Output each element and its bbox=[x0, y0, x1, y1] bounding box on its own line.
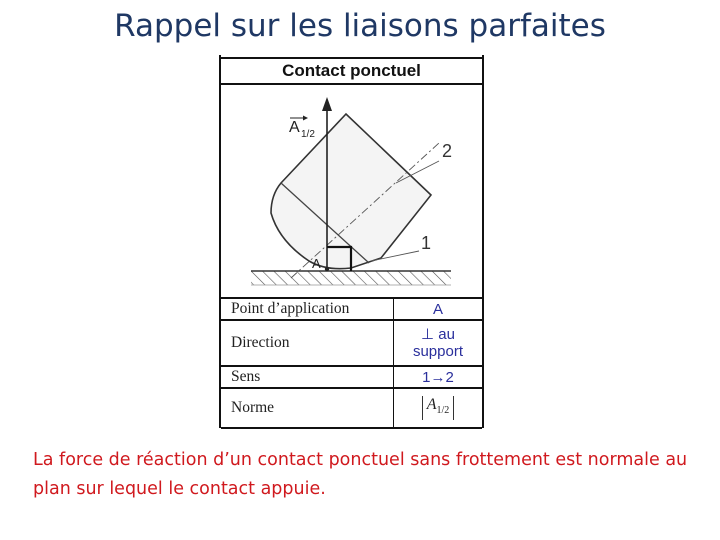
table-row bbox=[221, 388, 482, 428]
contact-card bbox=[219, 55, 484, 428]
row-value-sens: 1→2 bbox=[394, 366, 483, 388]
norm-main: A bbox=[426, 396, 437, 414]
row-label-norme: Norme bbox=[221, 388, 394, 428]
row-value-point: A bbox=[394, 298, 483, 320]
direction-line-1: ⊥ au bbox=[421, 326, 455, 343]
table-row bbox=[221, 366, 482, 388]
table-row bbox=[221, 298, 482, 320]
ground-hatch bbox=[251, 271, 451, 285]
properties-table bbox=[221, 297, 482, 429]
card-header: Contact ponctuel bbox=[221, 57, 482, 85]
slide-title: Rappel sur les liaisons parfaites bbox=[114, 8, 606, 44]
contact-diagram bbox=[221, 83, 482, 297]
force-label-subscript: 1/2 bbox=[301, 129, 315, 140]
row-label-point: Point d’application bbox=[221, 298, 394, 320]
point-label: A bbox=[312, 256, 321, 271]
part-1-label: 1 bbox=[421, 233, 432, 253]
row-value-norme bbox=[394, 388, 483, 428]
contact-point bbox=[325, 267, 329, 271]
table-row bbox=[221, 320, 482, 366]
conclusion-text: La force de réaction d’un contact ponctuel sans frottement est normale au plan sur lequel le contact appuie. bbox=[33, 450, 688, 499]
row-value-direction bbox=[394, 320, 483, 366]
force-arrowhead bbox=[322, 97, 332, 111]
force-label: A bbox=[289, 119, 300, 136]
row-label-sens: Sens bbox=[221, 366, 394, 388]
direction-line-2: support bbox=[412, 343, 464, 360]
part-2-label: 2 bbox=[442, 141, 453, 161]
row-label-direction: Direction bbox=[221, 320, 394, 366]
norm-subscript: 1/2 bbox=[436, 405, 450, 417]
norm-expression bbox=[422, 396, 455, 419]
solid-2-outline bbox=[271, 114, 431, 269]
contact-figure bbox=[221, 83, 482, 297]
